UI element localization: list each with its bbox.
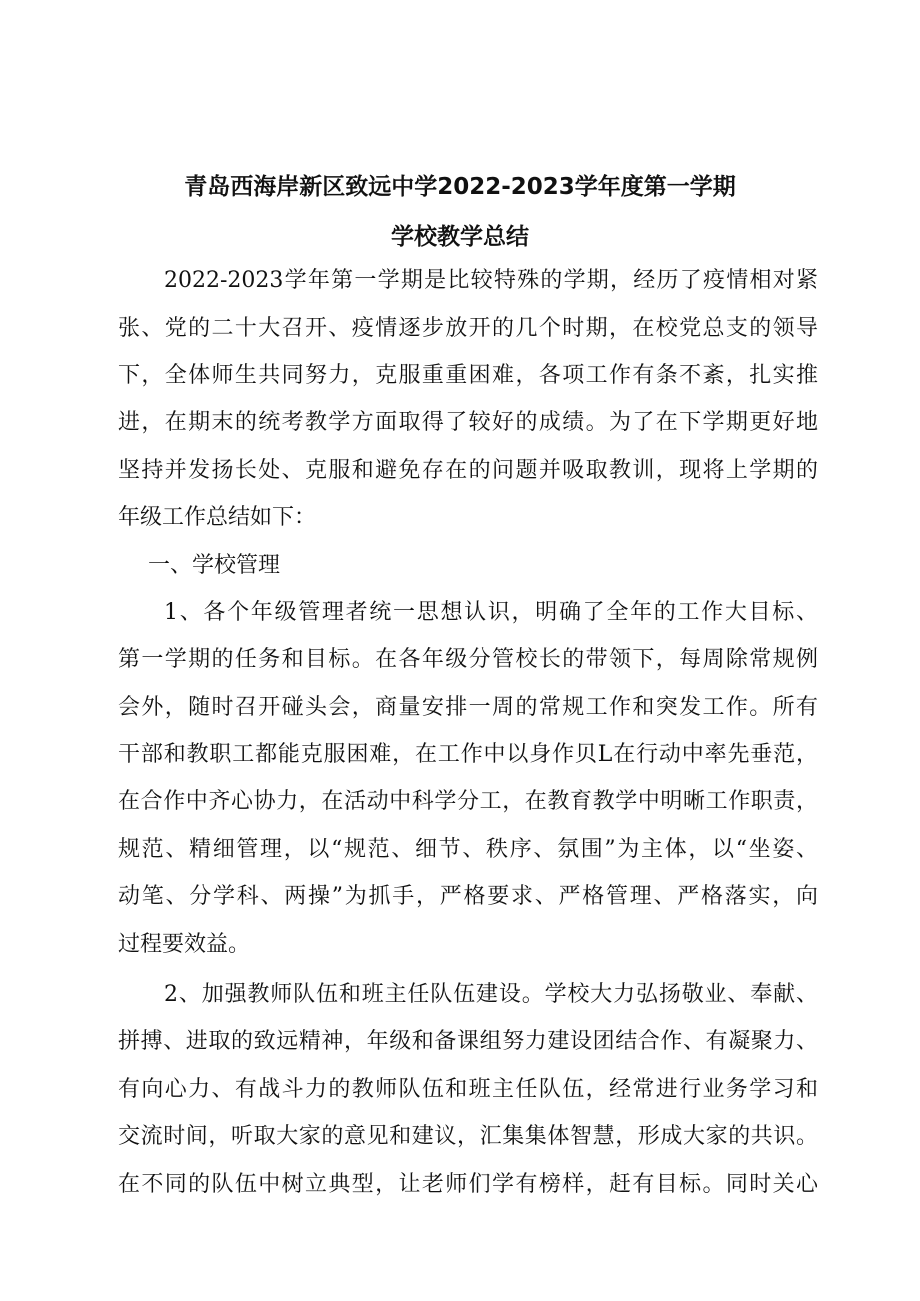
paragraph-line: 拼搏、进取的致远精神，年级和备课组努力建设团结合作、有凝聚力、 (118, 1029, 818, 1054)
paragraph-line: 进，在期末的统考教学方面取得了较好的成绩。为了在下学期更好地 (118, 410, 818, 435)
paragraph-line: 2022-2023学年第一学期是比较特殊的学期，经历了疫情相对紧 (164, 268, 818, 293)
paragraph-line: 在合作中齐心协力，在活动中科学分工，在教育教学中明晰工作职责， (118, 789, 818, 814)
paragraph-line: 动笔、分学科、两操”为抓手，严格要求、严格管理、严格落实，向 (118, 884, 818, 909)
paragraph-line: 在不同的队伍中树立典型，让老师们学有榜样，赶有目标。同时关心 (118, 1172, 818, 1197)
paragraph-line: 下，全体师生共同努力，克服重重困难，各项工作有条不紊，扎实推 (118, 363, 818, 388)
paragraph-line: 1、各个年级管理者统一思想认识，明确了全年的工作大目标、 (164, 600, 818, 625)
paragraph-line: 会外，随时召开碰头会，商量安排一周的常规工作和突发工作。所有 (118, 695, 818, 720)
document-subtitle: 学校教学总结 (391, 224, 529, 250)
paragraph-line: 年级工作总结如下： (118, 505, 317, 530)
paragraph-line: 干部和教职工都能克服困难，在工作中以身作贝L在行动中率先垂范， (118, 742, 818, 767)
paragraph-line: 2、加强教师队伍和班主任队伍建设。学校大力弘扬敬业、奉献、 (164, 982, 818, 1007)
paragraph-line: 第一学期的任务和目标。在各年级分管校长的带领下，每周除常规例 (118, 647, 818, 672)
document-title: 青岛西海岸新区致远中学2022-2023学年度第一学期 (184, 174, 736, 200)
paragraph-line: 过程要效益。 (118, 932, 251, 957)
section-heading: 一、学校管理 (148, 553, 281, 578)
paragraph-line: 交流时间，听取大家的意见和建议，汇集集体智慧，形成大家的共识。 (118, 1124, 818, 1149)
paragraph-line: 张、党的二十大召开、疫情逐步放开的几个时期，在校党总支的领导 (118, 316, 818, 341)
paragraph-line: 有向心力、有战斗力的教师队伍和班主任队伍，经常进行业务学习和 (118, 1077, 818, 1102)
paragraph-line: 坚持并发扬长处、克服和避免存在的问题并吸取教训，现将上学期的 (118, 458, 818, 483)
paragraph-line: 规范、精细管理，以“规范、细节、秩序、氛围”为主体，以“坐姿、 (118, 837, 818, 862)
